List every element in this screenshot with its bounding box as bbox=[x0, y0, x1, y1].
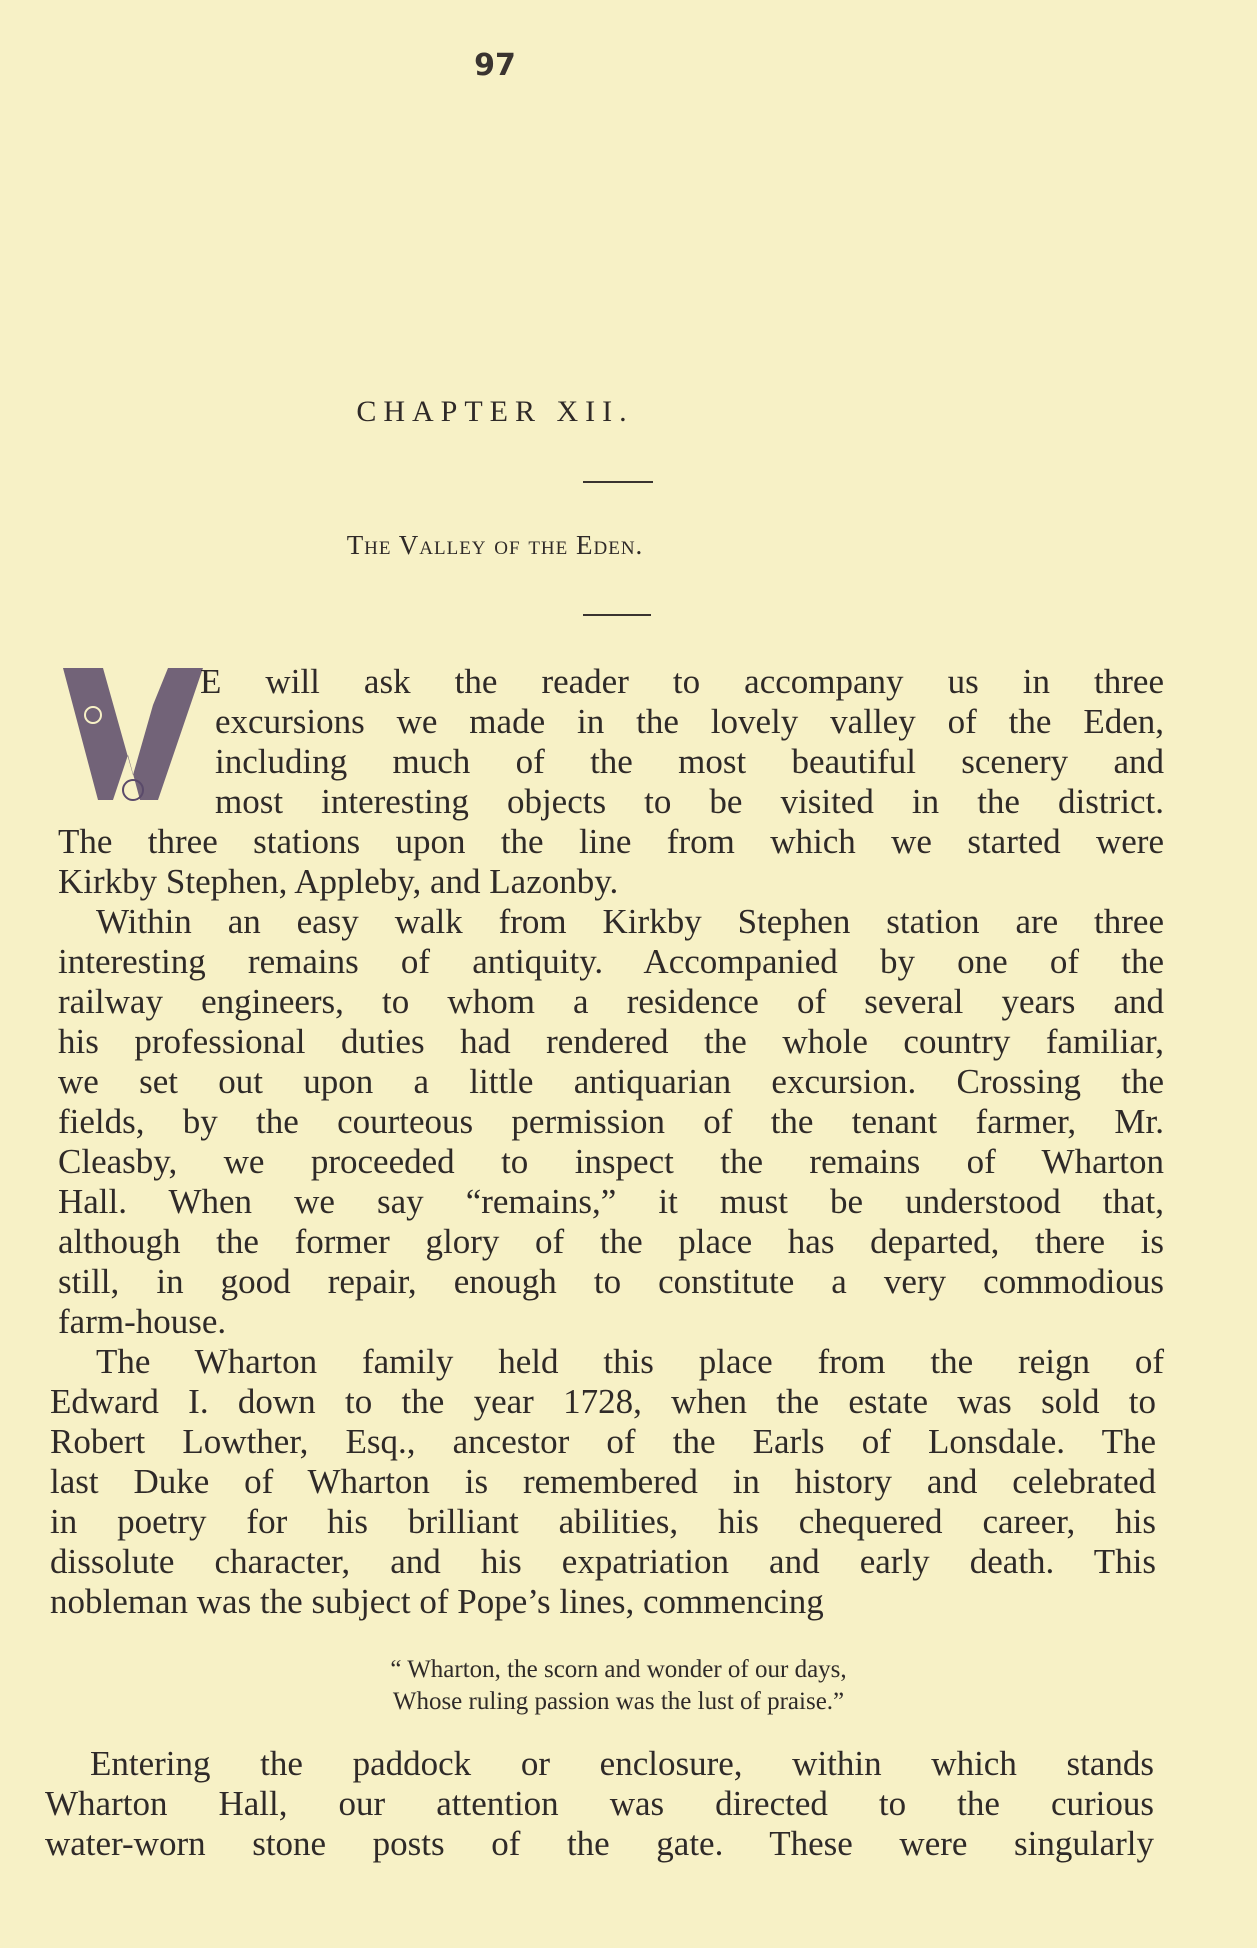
text-line: Hall. When we say “remains,” it must be understood that, bbox=[58, 1182, 1164, 1221]
page-number: 97 bbox=[474, 48, 516, 83]
drop-cap-line: excursions we made in the lovely valley of the Eden, bbox=[215, 702, 1164, 741]
text-line: Robert Lowther, Esq., ancestor of the Earls of Lonsdale. The bbox=[50, 1422, 1156, 1461]
text-line: Within an easy walk from Kirkby Stephen station are three bbox=[96, 902, 1164, 941]
text-line: last Duke of Wharton is remembered in history and celebrated bbox=[50, 1462, 1156, 1501]
drop-cap-line: most interesting objects to be visited in the district. bbox=[215, 782, 1164, 821]
text-line: farm-house. bbox=[58, 1302, 227, 1341]
quote-line: “ Wharton, the scorn and wonder of our days, bbox=[390, 1656, 847, 1683]
text-line: still, in good repair, enough to constitute a very commodious bbox=[58, 1262, 1164, 1301]
text-line: water-worn stone posts of the gate. These were singularly bbox=[45, 1824, 1154, 1863]
text-line: Entering the paddock or enclosure, within which stands bbox=[90, 1744, 1154, 1783]
text-line: interesting remains of antiquity. Accompanied by one of the bbox=[58, 942, 1164, 981]
text-line: The three stations upon the line from which we started were bbox=[58, 822, 1164, 861]
drop-cap-line: including much of the most beautiful scenery and bbox=[215, 742, 1164, 781]
text-line: Edward I. down to the year 1728, when the estate was sold to bbox=[50, 1382, 1156, 1421]
text-line: although the former glory of the place has departed, there is bbox=[58, 1222, 1164, 1261]
text-line: railway engineers, to whom a residence of several years and bbox=[58, 982, 1164, 1021]
text-line: his professional duties had rendered the whole country familiar, bbox=[58, 1022, 1164, 1061]
text-line: The Wharton family held this place from the reign of bbox=[96, 1342, 1164, 1381]
text-line: Cleasby, we proceeded to inspect the remains of Wharton bbox=[58, 1142, 1164, 1181]
divider-top bbox=[583, 481, 653, 483]
text-line: dissolute character, and his expatriation and early death. This bbox=[50, 1542, 1156, 1581]
text-line: Kirkby Stephen, Appleby, and Lazonby. bbox=[58, 862, 619, 901]
text-line: Wharton Hall, our attention was directed to the curious bbox=[45, 1784, 1154, 1823]
text-line: in poetry for his brilliant abilities, his chequered career, his bbox=[50, 1502, 1156, 1541]
drop-cap-w-ornament bbox=[58, 660, 208, 808]
chapter-title: The Valley of the Eden. bbox=[346, 530, 644, 560]
text-line: fields, by the courteous permission of the tenant farmer, Mr. bbox=[58, 1102, 1164, 1141]
text-line: nobleman was the subject of Pope’s lines, commencing bbox=[50, 1582, 824, 1621]
drop-cap-line: E will ask the reader to accompany us in three bbox=[200, 662, 1164, 701]
divider-bottom bbox=[583, 614, 651, 616]
chapter-heading: CHAPTER XII. bbox=[356, 395, 634, 428]
quote-line: Whose ruling passion was the lust of praise.” bbox=[392, 1688, 845, 1715]
text-line: we set out upon a little antiquarian excursion. Crossing the bbox=[58, 1062, 1164, 1101]
